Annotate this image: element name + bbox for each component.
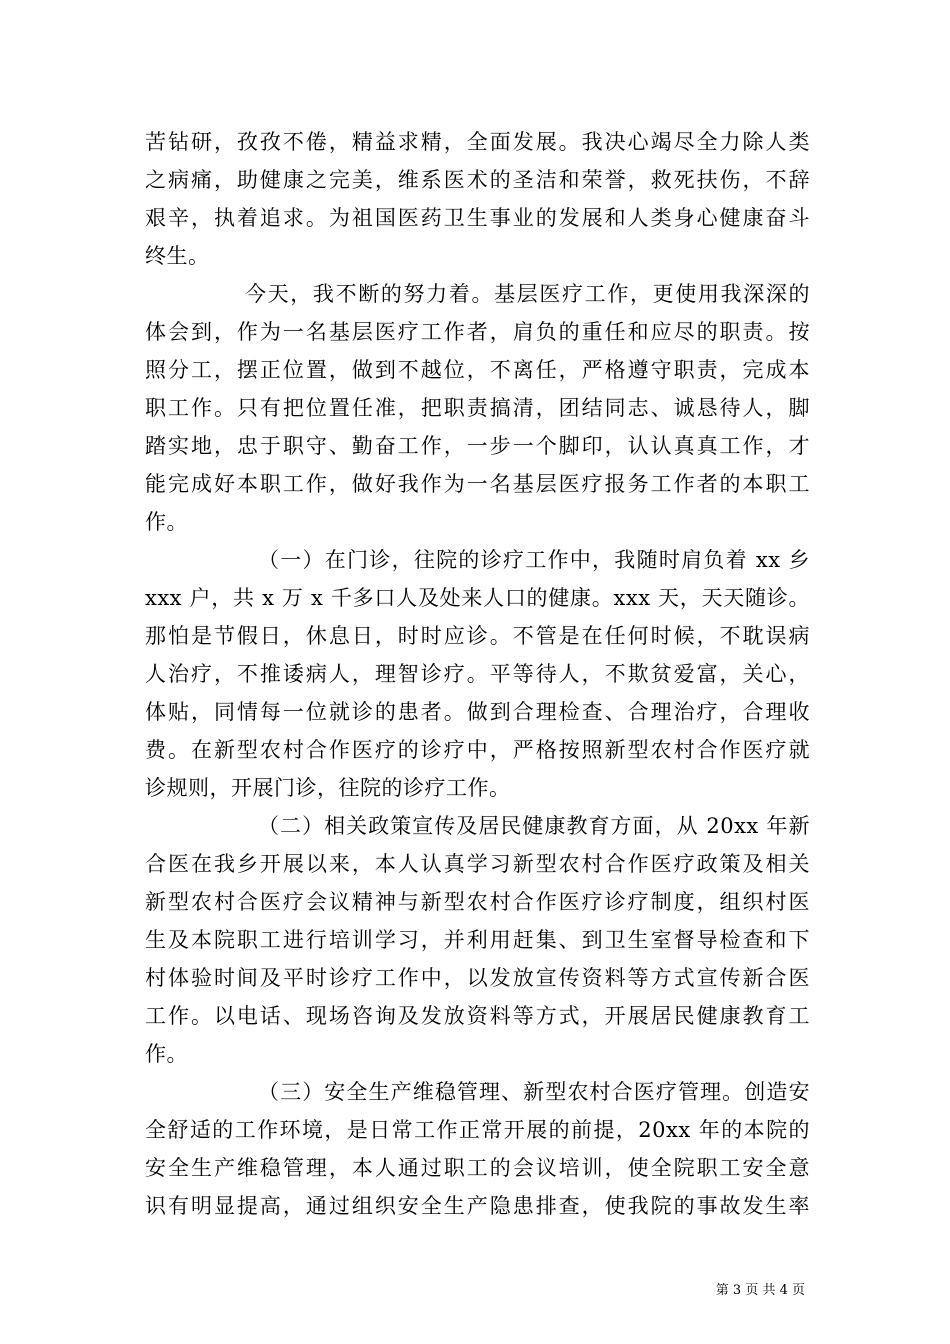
text-line: 苦钻研，孜孜不倦，精益求精，全面发展。我决心竭尽全力除人类 <box>145 130 810 154</box>
text-line: 工作。以电话、现场咨询及发放资料等方式，开展居民健康教育工 <box>145 1004 810 1028</box>
text-line: 之病痛，助健康之完美，维系医术的圣洁和荣誉，救死扶伤，不辞 <box>145 168 810 192</box>
text-line: 踏实地，忠于职守、勤奋工作，一步一个脚印，认认真真工作，才 <box>145 434 810 458</box>
text-line: 艰辛，执着追求。为祖国医药卫生事业的发展和人类身心健康奋斗 <box>145 206 810 230</box>
text-line: 作。 <box>145 510 188 534</box>
text-line: 终生。 <box>145 244 210 268</box>
paragraph-first-line: （一）在门诊，往院的诊疗工作中，我随时肩负着 xx 乡 <box>258 548 810 572</box>
text-line: 安全生产维稳管理，本人通过职工的会议培训，使全院职工安全意 <box>145 1156 810 1180</box>
paragraph-first-line: （二）相关政策宣传及居民健康教育方面，从 20xx 年新 <box>258 814 810 838</box>
text-line: 诊规则，开展门诊，往院的诊疗工作。 <box>145 776 511 800</box>
text-line: 识有明显提高，通过组织安全生产隐患排查，使我院的事故发生率 <box>145 1194 810 1218</box>
text-line: 照分工，摆正位置，做到不越位，不离任，严格遵守职责，完成本 <box>145 358 810 382</box>
text-line: 体贴，同情每一位就诊的患者。做到合理检查、合理治疗，合理收 <box>145 700 810 724</box>
text-line: 村体验时间及平时诊疗工作中，以发放宣传资料等方式宣传新合医 <box>145 966 810 990</box>
text-line: xxx 户，共 x 万 x 千多口人及处来人口的健康。xxx 天，天天随诊。 <box>145 586 810 610</box>
text-line: 合医在我乡开展以来，本人认真学习新型农村合作医疗政策及相关 <box>145 852 810 876</box>
text-line: 能完成好本职工作，做好我作为一名基层医疗报务工作者的本职工 <box>145 472 810 496</box>
page-number-footer: 第 3 页 共 4 页 <box>715 1283 805 1298</box>
text-line: 生及本院职工进行培训学习，并利用赶集、到卫生室督导检查和下 <box>145 928 810 952</box>
text-line: 作。 <box>145 1042 188 1066</box>
paragraph-first-line: 今天，我不断的努力着。基层医疗工作，更使用我深深的 <box>245 282 810 306</box>
text-line: 人治疗，不推诿病人，理智诊疗。平等待人，不欺贫爱富，关心， <box>145 662 810 686</box>
text-line: 职工作。只有把位置任准，把职责搞清，团结同志、诚恳待人，脚 <box>145 396 810 420</box>
paragraph-first-line: （三）安全生产维稳管理、新型农村合医疗管理。创造安 <box>258 1080 810 1104</box>
text-line: 体会到，作为一名基层医疗工作者，肩负的重任和应尽的职责。按 <box>145 320 810 344</box>
text-line: 全舒适的工作环境，是日常工作正常开展的前提，20xx 年的本院的 <box>145 1118 810 1142</box>
text-line: 费。在新型农村合作医疗的诊疗中，严格按照新型农村合作医疗就 <box>145 738 810 762</box>
text-line: 新型农村合医疗会议精神与新型农村合作医疗诊疗制度，组织村医 <box>145 890 810 914</box>
text-line: 那怕是节假日，休息日，时时应诊。不管是在任何时候，不耽误病 <box>145 624 810 648</box>
